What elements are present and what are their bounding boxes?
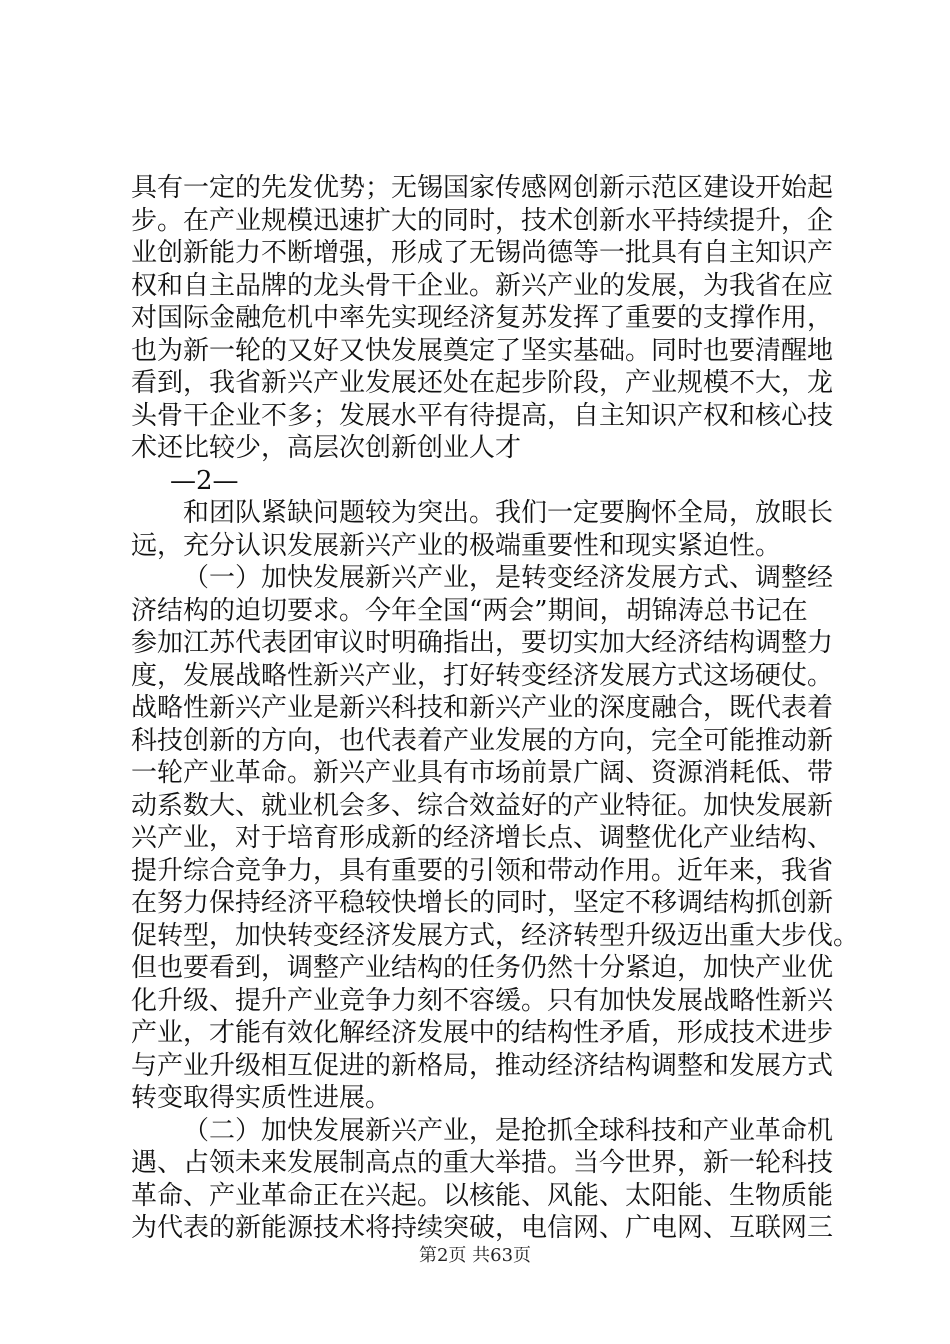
text-line: 度，发展战略性新兴产业，打好转变经济发展方式这场硬仗。 <box>131 660 834 691</box>
text-line: 参加江苏代表团审议时明确指出，要切实加大经济结构调整力 <box>131 628 834 658</box>
section-heading-line: （二）加快发展新兴产业，是抢抓全球科技和产业革命机 <box>183 1115 834 1146</box>
text-line: 头骨干企业不多；发展水平有待提高，自主知识产权和核心技 <box>131 400 834 431</box>
text-line: 化升级、提升产业竞争力刻不容缓。只有加快发展战略性新兴 <box>131 985 834 1016</box>
text-line: 步。在产业规模迅速扩大的同时，技术创新水平持续提升，企 <box>131 205 834 236</box>
text-line: 促转型，加快转变经济发展方式，经济转型升级迈出重大步伐。 <box>131 920 860 951</box>
text-line: 遇、占领未来发展制高点的重大举措。当今世界，新一轮科技 <box>131 1148 834 1178</box>
text-line: 转变取得实质性进展。 <box>131 1083 392 1113</box>
text-line: 具有一定的先发优势；无锡国家传感网创新示范区建设开始起 <box>131 173 834 203</box>
text-line: 为代表的新能源技术将持续突破，电信网、广电网、互联网三 <box>131 1213 834 1243</box>
text-line: 科技创新的方向，也代表着产业发展的方向，完全可能推动新 <box>131 725 834 756</box>
text-line: 远，充分认识发展新兴产业的极端重要性和现实紧迫性。 <box>131 530 782 561</box>
page-counter: 第2页 共63页 <box>418 1245 532 1266</box>
text-line: 一轮产业革命。新兴产业具有市场前景广阔、资源消耗低、带 <box>131 758 834 788</box>
text-line: 兴产业，对于培育形成新的经济增长点、调整优化产业结构、 <box>131 823 834 853</box>
page-footer <box>0 1241 950 1267</box>
text-line: 在努力保持经济平稳较快增长的同时，坚定不移调结构抓创新 <box>131 888 834 918</box>
body-text <box>131 172 860 1245</box>
text-line: 但也要看到，调整产业结构的任务仍然十分紧迫，加快产业优 <box>131 953 834 983</box>
text-line: 权和自主品牌的龙头骨干企业。新兴产业的发展，为我省在应 <box>131 270 834 301</box>
text-line: 对国际金融危机中率先实现经济复苏发挥了重要的支撑作用， <box>131 303 834 333</box>
text-line: 战略性新兴产业是新兴科技和新兴产业的深度融合，既代表着 <box>131 693 834 723</box>
text-line: 提升综合竞争力，具有重要的引领和带动作用。近年来，我省 <box>131 855 834 886</box>
text-line: 看到，我省新兴产业发展还处在起步阶段，产业规模不大，龙 <box>131 368 834 398</box>
text-line: 术还比较少，高层次创新创业人才 <box>131 433 522 463</box>
text-line: 也为新一轮的又好又快发展奠定了坚实基础。同时也要清醒地 <box>131 335 834 366</box>
text-line: 济结构的迫切要求。今年全国“两会”期间，胡锦涛总书记在 <box>131 595 808 626</box>
text-line: 业创新能力不断增强，形成了无锡尚德等一批具有自主知识产 <box>131 238 834 268</box>
text-line: 与产业升级相互促进的新格局，推动经济结构调整和发展方式 <box>131 1050 834 1081</box>
text-line: 动系数大、就业机会多、综合效益好的产业特征。加快发展新 <box>131 790 834 821</box>
page-number-marker: —2— <box>170 465 239 496</box>
text-line: 革命、产业革命正在兴起。以核能、风能、太阳能、生物质能 <box>131 1180 834 1211</box>
text-line: 和团队紧缺问题较为突出。我们一定要胸怀全局，放眼长 <box>183 498 834 528</box>
text-line: 产业，才能有效化解经济发展中的结构性矛盾，形成技术进步 <box>131 1018 834 1048</box>
section-heading-line: （一）加快发展新兴产业，是转变经济发展方式、调整经 <box>183 563 834 593</box>
